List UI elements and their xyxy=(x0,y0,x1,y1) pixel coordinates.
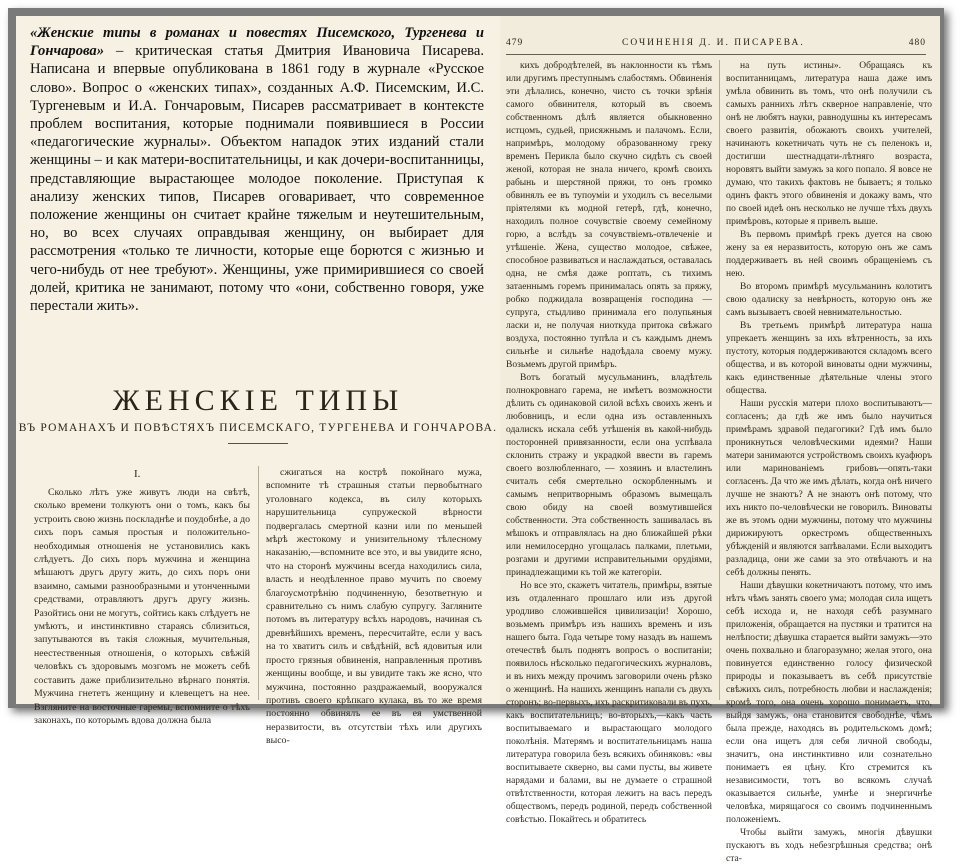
page-number-right: 480 xyxy=(908,38,926,48)
chapter-number: I. xyxy=(134,468,141,480)
paragraph: Наши русскія матери плохо воспитываютъ—согласенъ; да гдѣ же имъ было научиться примѣрамъ здравой педагогики? Гдѣ имъ было проникнуться человѣческими идеями? Наши матери занимаются устройствомъ своихъ куафюръ или маринованіемъ грибовъ—опять-таки согласенъ. Да что же имъ дѣлать, когда онѣ ничего лучше не знаютъ? А не знаютъ онѣ потому, что ихъ никто по-человѣчески не говорилъ. Виноваты же въ этомъ одни мужчины, потому что мужчины дирижируютъ оркестромъ общественныхъ убѣжденій и являются запѣвалами. Если выходитъ разладица, они же сами за это отвѣчаютъ и на себѣ должны пенять. xyxy=(726,399,932,578)
column-divider xyxy=(258,466,259,700)
left-column-1-text: Сколько лѣтъ уже живутъ люди на свѣтѣ, сколько времени толкуютъ они о томъ, какъ бы устроить свою жизнь поскладнѣе и поудобнѣе, а до сихъ поръ самыя простыя и положительно-необходимыя отношенія не установились какъ слѣдуетъ. До сихъ поръ мужчина и женщина мѣшаютъ другъ другу жить, до сихъ поръ они взаимно, самыми разнообразными и утонченными средствами, отравляютъ другъ другу жизнь. Разойтись они не могутъ, сойтись какъ слѣдуетъ не умѣютъ, и инстинктивно стараясь сблизиться, запутываются въ такія сложныя, мучительныя, неестественныя отношенія, о которыхъ свѣжій человѣкъ съ здоровымъ мозгомъ не можетъ себѣ составить даже приблизительно вѣрнаго понятія. Мужчина гнететъ женщину и клевещетъ на нее. Взгляните на восточные гаремы, вспомните о тѣхъ законахъ, по которымъ вдова должна была xyxy=(34,487,250,726)
running-head: СОЧИНЕНІЯ Д. И. ПИСАРЕВА. xyxy=(622,38,805,48)
paragraph: Но все это, скажетъ читатель, примѣры, взятые изъ отдаленнаго прошлаго или изъ другой уродливо сложившейся цивилизаціи! Хорошо, возьмемъ примѣръ изъ нашихъ временъ и изъ нашего быта. Года четыре тому назадъ въ нашемъ отечествѣ былъ поднятъ вопросъ о воспитаніи; появилось нѣсколько педагогическихъ журналовъ, и въ нихъ между прочимъ заговорили очень рѣзко о женщинѣ. На нашихъ женщинъ напали съ двухъ сторонъ; во-первыхъ, ихъ раскритиковали въ пухъ, какъ воспитательницъ; во-вторыхъ,—какъ часть воспитываемаго и вырастающаго молодого поколѣнія. Матерямъ и воспитательницамъ наша литература говорила безъ всякихъ обиняковъ: «вы воспитываете скверно, вы сами пусты, вы живете нарядами и балами, вы не думаете о страшной отвѣтственности, которая лежитъ на васъ передъ обществомъ, передъ родиной, передъ собственной совѣстью. Покайтесь и обратитесь xyxy=(506,581,712,825)
paragraph: Наши дѣвушки кокетничаютъ потому, что имъ нѣтъ чѣмъ занять своего ума; молодая сила ищетъ себѣ исхода и, не находя себѣ разумнаго приложенія, обращается на пустяки и тратится на нелѣпости; дѣвушка старается выйти замужъ—это очень похвально и благоразумно; желая этого, она повинуется единственно голосу физической природы и показываетъ въ себѣ присутствіе свѣжихъ силъ, потребность любви и наслажденія; кромѣ того, она очень хорошо понимаетъ, что, выйдя замужъ, она становится свободнѣе, чѣмъ была прежде, находясь въ родительскомъ домѣ; если она ищетъ для себя личной свободы, значитъ, она инстинктивно или сознательно понимаетъ ея цѣну. Кто стремится къ независимости, тотъ во всякомъ случаѣ оказывается сильнѣе, умнѣе и энергичнѣе человѣка, мирящагося со своимъ подчиненнымъ положеніемъ. xyxy=(726,581,933,825)
page-number-left: 479 xyxy=(506,38,524,48)
left-column-2 xyxy=(266,466,482,747)
right-column-1 xyxy=(506,60,712,825)
paragraph: Вотъ богатый мусульманинъ, владѣтель полнокровнаго гарема, не имѣетъ возможности дѣлить съ одинаковой силой всѣхъ своихъ женъ и любовницъ, и если одна изъ оставленныхъ одалискъ искала себѣ утѣшенія въ какой-нибудь посторонней привязанности, если она успѣвала склонить стражу и украдкой ввести въ гаремъ своего возлюбленнаго, — хозяинъ и властелинъ считалъ себя смертельно оскорбленнымъ и самымъ непритворнымъ образомъ вымещалъ свою обиду на своей возмутившейся собственности. Эта собственность зашивалась въ мѣшокъ и отправлялась на дно ближайшей рѣки или немилосердно угощалась палками, плетьми, розгами и другими исправительными орудіями, принадлежащими къ той же категоріи. xyxy=(506,373,712,578)
article-title: ЖЕНСКІЕ ТИПЫ xyxy=(112,384,404,417)
right-column-2 xyxy=(726,60,933,864)
left-column-2-text: сжигаться на кострѣ покойнаго мужа, вспомните тѣ страшныя статьи первобытнаго уголовнаго кодекса, въ силу которыхъ нарушительница супружеской вѣрности подвергалась смертной казни или по меньшей мѣрѣ жестокому и унизительному тѣлесному наказанію,—вспомните все это, и вы увидите ясно, что на сторонѣ мужчины всегда находились сила, власть и неодѣленное право мучить по своему благоусмотрѣнію подчиненную, безответную и сравнительно съ нимъ слабую супругу. Загляните потомъ въ литературу всѣхъ народовъ, начиная съ древнѣйшихъ временъ, пересчитайте, если у васъ на то хватитъ силъ и свѣдѣній, всѣ ядовитыя или просто грязныя обвиненія, направленныя противъ женщины вообще, и вы увидите такъ же ясно, что мужчина, постоянно раздражаемый, вооружался противъ своего крѣпкаго кулака, въ то же время постоянно обвинялъ ее въ ея умственной неразвитости, въ отсутствіи тѣхъ или другихъ высо- xyxy=(266,467,482,747)
column-divider xyxy=(719,60,720,700)
intro-text xyxy=(30,24,484,315)
article-subtitle: ВЪ РОМАНАХЪ И ПОВѢСТЯХЪ ПИСЕМСКАГО, ТУРГЕНЕВА И ГОНЧАРОВА. xyxy=(18,422,498,434)
paragraph: Въ первомъ примѣрѣ грекъ дуется на свою жену за ея неразвитость, которую онъ же самъ поддерживаетъ въ ней своимъ обращеніемъ съ нею. xyxy=(726,230,932,279)
title-divider xyxy=(228,443,288,444)
intro-lead: «Женские типы в романах и повестях Писемского, Тургенева и Гончарова» xyxy=(30,25,484,60)
paragraph: Въ третьемъ примѣрѣ литература наша упрекаетъ женщинъ за ихъ вѣтренность, за ихъ пустоту, которыя поддерживаются складомъ всего общества, и въ которой виноваты одни мужчины, какъ единственные дѣятельные члены этого общества. xyxy=(726,321,932,396)
paragraph: кихъ добродѣтелей, въ наклонности къ тѣмъ или другимъ преступнымъ слабостямъ. Обвиненія эти дѣлались, конечно, чисто съ точки зрѣнія самого обвинителя, который въ своемъ собственномъ дѣлѣ является обыкновенно истцомъ, судьей, присяжнымъ и палачомъ. Если, напримѣръ, молодому образованному греку временъ Перикла было скучно сидѣть съ своей женой, которая не знала ничего, кромѣ своихъ рабынь и шерстяной пряжи, то онъ громко обвинялъ ее въ тупоуміи и уходилъ съ веселыми пріятелями къ модной гетерѣ, гдѣ, конечно, находилъ полное сочувствіе своему семейному горю, а вслѣдъ за сочувствіемъ-отвлеченіе и утѣшеніе. Жена, существо молодое, свѣжее, способное развиваться и наслаждаться, оставалась одна, не смѣя даже роптать, съ тихимъ затаеннымъ горемъ принималась опять за пряжу, робко поджидала возвращенія господина — супруга, стыдливо принимала его полупьяныя ласки и, не получая ниоткуда притока свѣжаго воздуха, постоянно тупѣла и съ каждымъ днемъ сильнѣе и сильнѣе надоѣдала своему мужу. Возьмемъ другой примѣръ. xyxy=(506,61,712,370)
header-rule xyxy=(506,54,926,55)
left-page xyxy=(16,16,500,747)
paragraph: на путь истины». Обращаясь къ воспитанницамъ, литература наша даже имъ умѣла обвинить въ томъ, что онѣ получили съ самыхъ раннихъ лѣтъ скверное направленіе, что онѣ не любятъ науки, равнодушны къ интересамъ своего развитія, обожаютъ своихъ учителей, начинаютъ кокетничать чуть не съ пеленокъ и, достигши шестнадцати-лѣтняго возраста, норовятъ выйти замужъ за кого попало. Я вовсе не думаю, что такихъ фактовъ не бываетъ; я только одинъ фактъ этого обвиненія и докажу вамъ, что по своей идеѣ онъ несколько не лучше тѣхъ двухъ примѣровъ, которые я привелъ выше. xyxy=(726,61,932,227)
paragraph: Во второмъ примѣрѣ мусульманинъ колотитъ свою одалиску за невѣрность, которую онъ же самъ вызываетъ своей невнимательностью. xyxy=(726,282,932,318)
paragraph: Чтобы выйти замужъ, многія дѣвушки пускаютъ въ ходъ небезгрѣшныя средства; онѣ ста- xyxy=(726,828,932,864)
left-column-1 xyxy=(34,486,250,726)
right-page xyxy=(500,16,940,864)
intro-body: – критическая статья Дмитрия Ивановича Писарева. Написана и впервые опубликована в 1861 году в журнале «Русское слово». Вопрос о «женских типах», созданных А.Ф. Писемским, И.С. Тургеневым и И.А. Гончаровым, Писарев рассматривает в контексте проблем воспитания, которые поднимали появившиеся в России «педагогические журналы». Объектом нападок этих изданий стали женщины – и как матери-воспитательницы, и как дочери-воспитанницы, представляющие вырастающее молодое поколение. Приступая к анализу женских типов, Писарев оговаривает, что современное положение женщины он считает крайне тяжелым и неутешительным, но, во всех случаях оправдывая женщину, он выбирает для рассмотрения «только те личности, которые еще борются с жизнью и чего-нибудь от нее требуют». Женщины, уже примирившиеся со своей долей, критика не занимают, потому что «они, собственно говоря, уже перестали жить». xyxy=(30,43,484,315)
